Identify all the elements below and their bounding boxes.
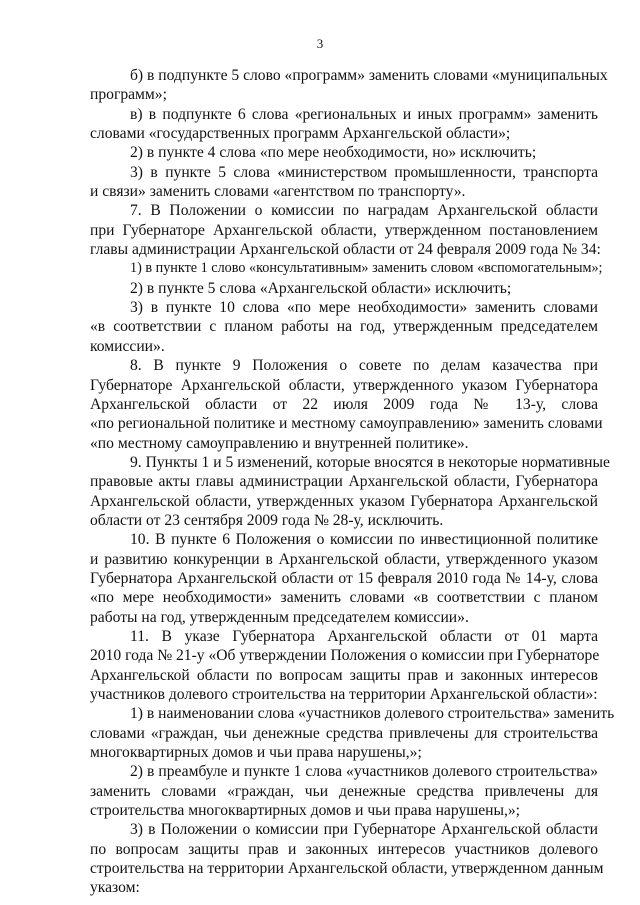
text-line: Губернаторе Архангельской области, утвержденного указом Губернатора — [90, 376, 598, 394]
text-line: 7. В Положении о комиссии по наградам Архангельской области — [130, 202, 598, 220]
text-line: строительства многоквартирных домов и чьи права нарушены,»; — [90, 802, 521, 820]
text-line: 3) в пункте 10 слова «по мере необходимости» заменить словами — [130, 299, 598, 317]
text-line: «по региональной политике и местному самоуправлению» заменить словами — [90, 415, 603, 433]
text-line: Архангельской области по вопросам защиты прав и законных интересов — [90, 666, 598, 684]
text-line: строительства на территории Архангельской области, утвержденном данным — [90, 860, 604, 878]
text-line: указом: — [90, 879, 140, 897]
text-line: 2010 года № 21-у «Об утверждении Положения о комиссии при Губернаторе — [90, 647, 600, 665]
text-line: комиссии». — [90, 337, 165, 355]
text-line: главы администрации Архангельской области от 24 февраля 2009 года № 34: — [90, 241, 601, 259]
text-line: «по местному самоуправлению и внутренней политике». — [90, 434, 469, 452]
text-line: в) в подпункте 6 слова «региональных и иных программ» заменить — [130, 105, 598, 123]
text-line: программ»; — [90, 86, 167, 104]
text-line: и связи» заменить словами «агентством по транспорту». — [90, 183, 466, 201]
text-line: 9. Пункты 1 и 5 изменений, которые вносятся в некоторые нормативные — [130, 453, 610, 471]
text-line: 10. В пункте 6 Положения о комиссии по инвестиционной политике — [130, 531, 598, 549]
text-line: Губернатора Архангельской области от 15 февраля 2010 года № 14-у, слова — [90, 569, 598, 587]
text-line: работы на год, утвержденным председателем комиссии». — [90, 608, 469, 626]
text-line: 2) в преамбуле и пункте 1 слова «участников долевого строительства» — [130, 763, 598, 781]
text-line: 2) в пункте 5 слова «Архангельской области» исключить; — [130, 279, 512, 297]
text-line: 2) в пункте 4 слова «по мере необходимости, но» исключить; — [130, 144, 537, 162]
text-line: многоквартирных домов и чьи права нарушены,»; — [90, 744, 422, 762]
text-line: Архангельской области, утвержденных указом Губернатора Архангельской — [90, 492, 598, 510]
text-line: «в соответствии с планом работы на год, утвержденным председателем — [90, 318, 598, 336]
text-line: Архангельской области от 22 июля 2009 года № 13-у, слова — [90, 395, 598, 413]
text-line: 8. В пункте 9 Положения о совете по делам казачества при — [130, 357, 598, 375]
text-line: 3) в Положении о комиссии при Губернаторе Архангельской области — [130, 821, 598, 839]
document-body — [90, 66, 615, 898]
text-line: при Губернаторе Архангельской области, утвержденном постановлением — [90, 221, 598, 239]
text-line: по вопросам защиты прав и законных интересов участников долевого — [90, 840, 598, 858]
text-line: и развитию конкуренции в Архангельской области, утвержденного указом — [90, 550, 598, 568]
text-line: 3) в пункте 5 слова «министерством промышленности, транспорта — [130, 163, 598, 181]
text-line: «по мере необходимости» заменить словами «в соответствии с планом — [90, 589, 598, 607]
text-line: словами «государственных программ Архангельской области»; — [90, 125, 511, 143]
text-line: 1) в наименовании слова «участников долевого строительства» заменить — [130, 705, 615, 723]
text-line: 11. В указе Губернатора Архангельской области от 01 марта — [130, 627, 598, 645]
text-line: правовые акты главы администрации Архангельской области, Губернатора — [90, 473, 598, 491]
text-line: 1) в пункте 1 слово «консультативным» заменить словом «вспомогательным»; — [130, 260, 603, 277]
text-line: словами «граждан, чьи денежные средства привлечены для строительства — [90, 724, 598, 742]
page-number: 3 — [316, 36, 324, 51]
text-line: заменить словами «граждан, чьи денежные средства привлечены для — [90, 782, 598, 800]
text-line: области от 23 сентября 2009 года № 28-у, исключить. — [90, 511, 444, 529]
text-line: б) в подпункте 5 слово «программ» заменить словами «муниципальных — [130, 67, 608, 84]
text-line: участников долевого строительства на территории Архангельской области»: — [90, 686, 598, 703]
